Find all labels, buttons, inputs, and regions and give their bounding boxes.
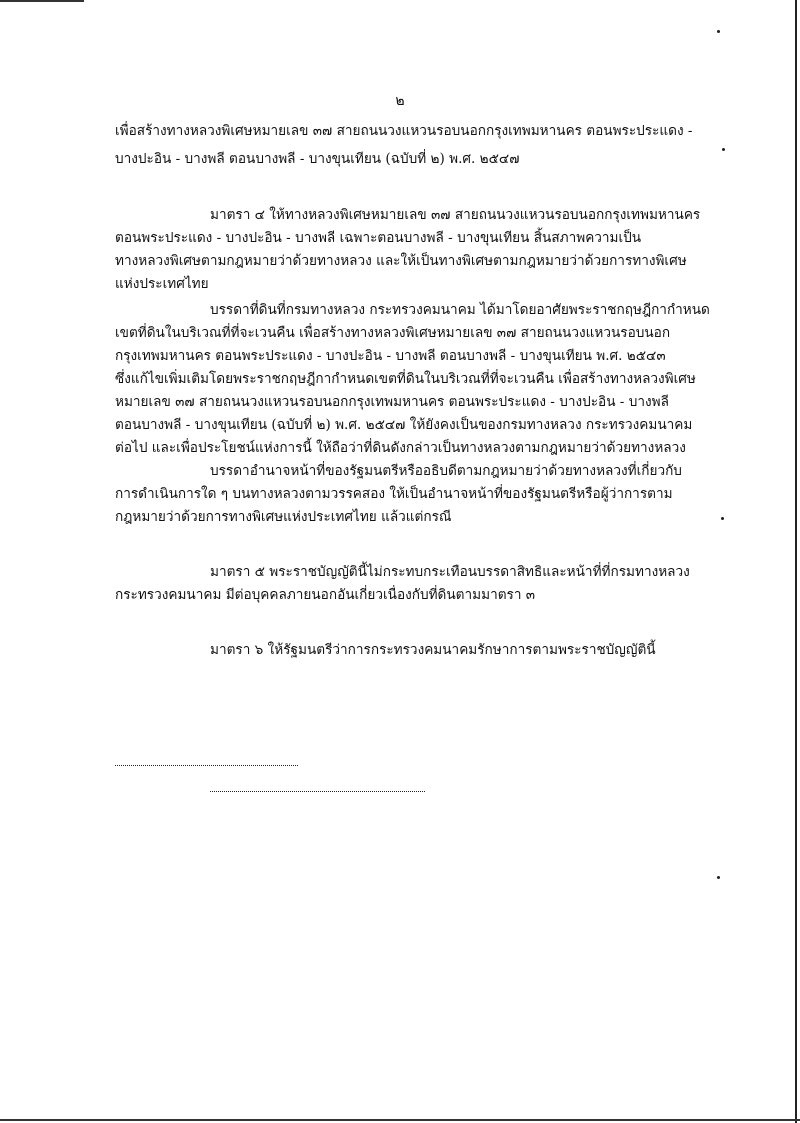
- scan-edge-top: [0, 0, 84, 2]
- scan-speck: [717, 876, 720, 879]
- section-4-paragraph-2-line: บรรดาที่ดินที่กรมทางหลวง กระทรวงคมนาคม ได้มาโดยอาศัยพระราชกฤษฎีกากำหนด: [210, 302, 710, 318]
- section-4-paragraph-2-line: เขตที่ดินในบริเวณที่ที่จะเวนคืน เพื่อสร้างทางหลวงพิเศษหมายเลข ๓๗ สายถนนวงแหวนรอบนอก: [115, 325, 671, 341]
- scan-speck: [721, 517, 724, 520]
- section-4-line: ทางหลวงพิเศษตามกฎหมายว่าด้วยทางหลวง และให้เป็นทางพิเศษตามกฎหมายว่าด้วยการทางพิเศษ: [115, 253, 687, 269]
- section-5-line: มาตรา ๕ พระราชบัญญัตินี้ไม่กระทบกระเทือนบรรดาสิทธิและหน้าที่ที่กรมทางหลวง: [210, 564, 690, 580]
- section-4-paragraph-2-line: กรุงเทพมหานคร ตอนพระประแดง - บางปะอิน - บางพลี ตอนบางพลี - บางขุนเทียน พ.ศ. ๒๕๔๓: [115, 348, 666, 364]
- signature-dotted-line: [210, 791, 425, 792]
- section-6-line: มาตรา ๖ ให้รัฐมนตรีว่าการกระทรวงคมนาคมรักษาการตามพระราชบัญญัตินี้: [210, 642, 656, 658]
- section-4-line: ตอนพระประแดง - บางปะอิน - บางพลี เฉพาะตอนบางพลี - บางขุนเทียน สิ้นสภาพความเป็น: [115, 230, 642, 246]
- scan-edge-bottom: [0, 1119, 800, 1121]
- scan-speck: [722, 148, 725, 151]
- section-4-paragraph-3-line: การดำเนินการใด ๆ บนทางหลวงตามวรรคสอง ให้เป็นอำนาจหน้าที่ของรัฐมนตรีหรือผู้ว่าการตาม: [115, 486, 673, 502]
- intro-line: เพื่อสร้างทางหลวงพิเศษหมายเลข ๓๗ สายถนนวงแหวนรอบนอกกรุงเทพมหานคร ตอนพระประแดง -: [115, 123, 693, 139]
- section-4-paragraph-2-line: ซึ่งแก้ไขเพิ่มเติมโดยพระราชกฤษฎีกากำหนดเขตที่ดินในบริเวณที่ที่จะเวนคืน เพื่อสร้างทางหลวงพิเศษ: [115, 371, 696, 387]
- scan-speck: [717, 30, 720, 33]
- section-4-line: แห่งประเทศไทย: [115, 276, 209, 292]
- section-4-paragraph-3-line: บรรดาอำนาจหน้าที่ของรัฐมนตรีหรืออธิบดีตามกฎหมายว่าด้วยทางหลวงที่เกี่ยวกับ: [210, 463, 682, 479]
- scan-edge-right: [795, 0, 797, 1123]
- signature-dotted-line: [115, 765, 298, 766]
- section-4-paragraph-3-line: กฎหมายว่าด้วยการทางพิเศษแห่งประเทศไทย แล้วแต่กรณี: [115, 509, 452, 525]
- page-number: ๒: [395, 93, 405, 109]
- section-4-paragraph-2-line: ต่อไป และเพื่อประโยชน์แห่งการนี้ ให้ถือว่าที่ดินดังกล่าวเป็นทางหลวงตามกฎหมายว่าด้วยทางหลวง: [115, 440, 686, 456]
- section-4-line: มาตรา ๔ ให้ทางหลวงพิเศษหมายเลข ๓๗ สายถนนวงแหวนรอบนอกกรุงเทพมหานคร: [210, 207, 701, 223]
- section-5-line: กระทรวงคมนาคม มีต่อบุคคลภายนอกอันเกี่ยวเนื่องกับที่ดินตามมาตรา ๓: [115, 587, 536, 603]
- intro-line: บางปะอิน - บางพลี ตอนบางพลี - บางขุนเทียน (ฉบับที่ ๒) พ.ศ. ๒๕๔๗: [115, 151, 520, 167]
- section-4-paragraph-2-line: หมายเลข ๓๗ สายถนนวงแหวนรอบนอกกรุงเทพมหานคร ตอนพระประแดง - บางปะอิน - บางพลี: [115, 394, 669, 410]
- section-4-paragraph-2-line: ตอนบางพลี - บางขุนเทียน (ฉบับที่ ๒) พ.ศ. ๒๕๔๗ ให้ยังคงเป็นของกรมทางหลวง กระทรวงคมนาคม: [115, 417, 693, 433]
